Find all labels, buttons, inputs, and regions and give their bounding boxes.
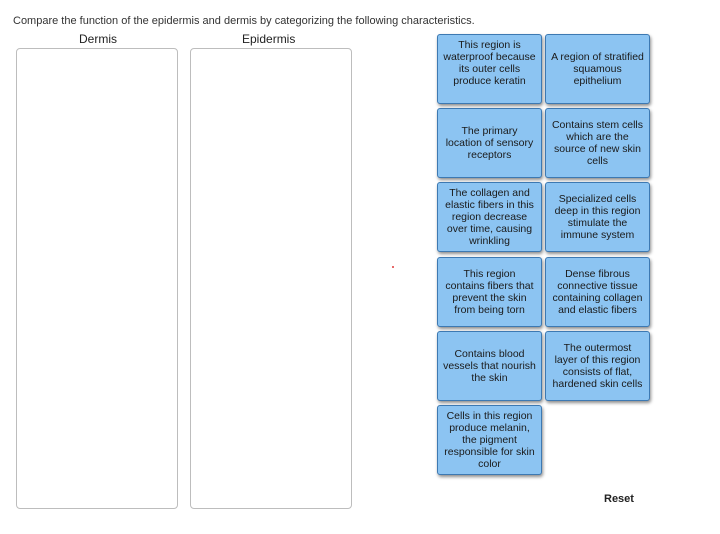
card-waterproof-keratin[interactable]: This region is waterproof because its outer cells produce keratin: [437, 34, 542, 104]
card-melanin[interactable]: Cells in this region produce melanin, the pigment responsible for skin color: [437, 405, 542, 475]
card-blood-vessels[interactable]: Contains blood vessels that nourish the skin: [437, 331, 542, 401]
card-sensory-receptors[interactable]: The primary location of sensory receptors: [437, 108, 542, 178]
card-tear-fibers[interactable]: This region contains fibers that prevent the skin from being torn: [437, 257, 542, 327]
card-outermost-layer[interactable]: The outermost layer of this region consists of flat, hardened skin cells: [545, 331, 650, 401]
card-collagen-wrinkling[interactable]: The collagen and elastic fibers in this region decrease over time, causing wrinkling: [437, 182, 542, 252]
stray-dot: [392, 266, 394, 268]
dermis-dropzone[interactable]: [16, 48, 178, 509]
epidermis-dropzone[interactable]: [190, 48, 352, 509]
card-immune-cells[interactable]: Specialized cells deep in this region stimulate the immune system: [545, 182, 650, 252]
instructions: Compare the function of the epidermis and dermis by categorizing the following characteristics.: [13, 15, 475, 27]
epidermis-header: Epidermis: [242, 32, 296, 46]
dermis-header: Dermis: [79, 32, 117, 46]
reset-button[interactable]: Reset: [604, 493, 634, 505]
card-stem-cells[interactable]: Contains stem cells which are the source of new skin cells: [545, 108, 650, 178]
card-dense-connective[interactable]: Dense fibrous connective tissue containing collagen and elastic fibers: [545, 257, 650, 327]
card-stratified-squamous[interactable]: A region of stratified squamous epithelium: [545, 34, 650, 104]
